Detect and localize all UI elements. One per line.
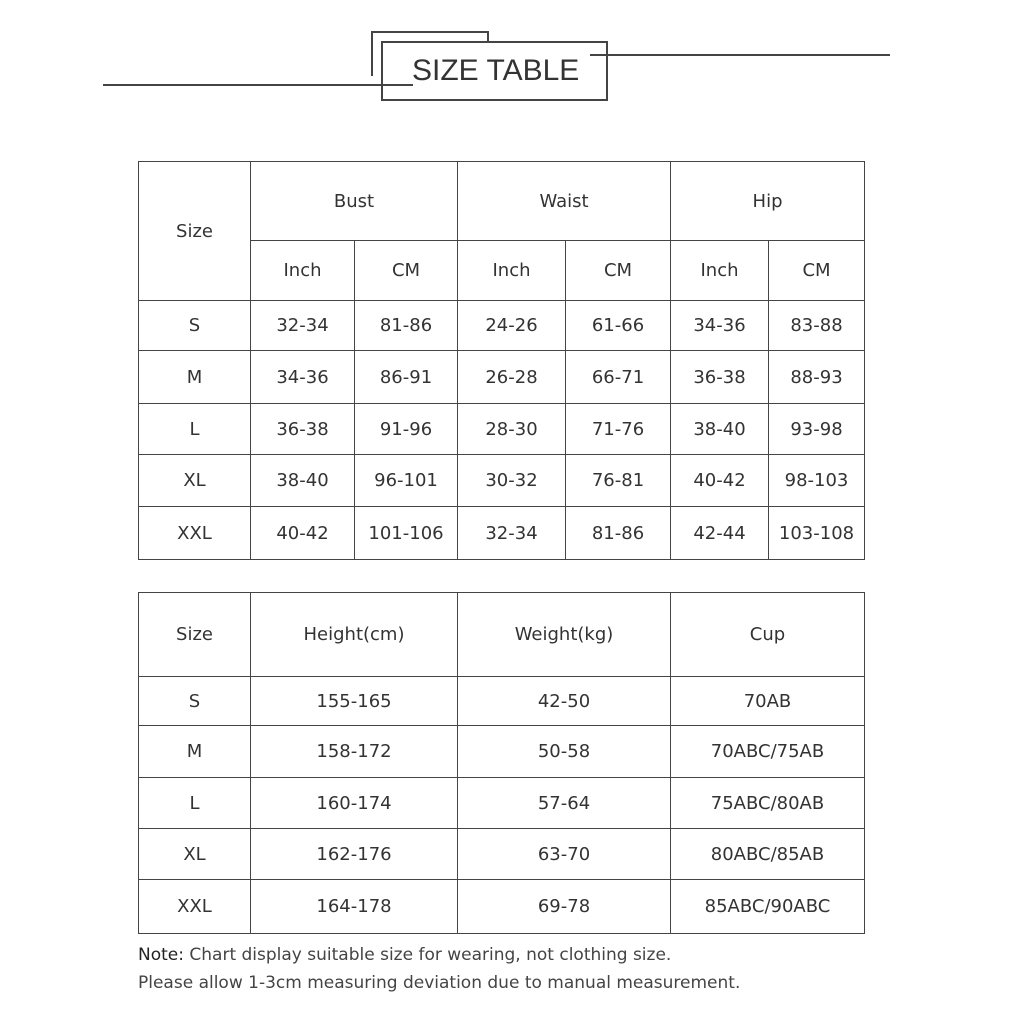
page-title: SIZE TABLE (412, 54, 580, 87)
value-cell: 42-50 (458, 677, 671, 726)
measurement-cell: 81-86 (355, 301, 458, 351)
value-cell: 160-174 (251, 778, 458, 829)
height-weight-cup-table (138, 592, 865, 934)
table-row (139, 880, 865, 934)
measurement-cell: 88-93 (769, 351, 865, 404)
measurement-cell: 93-98 (769, 404, 865, 455)
unit-header: Inch (458, 241, 566, 301)
table-row (139, 726, 865, 778)
size-header: Size (139, 162, 251, 301)
table-row (139, 351, 865, 404)
measurement-cell: 103-108 (769, 507, 865, 560)
measurement-cell: 61-66 (566, 301, 671, 351)
note-label: Note: (138, 945, 184, 965)
body-measurement-table (138, 161, 865, 560)
measurement-cell: 38-40 (671, 404, 769, 455)
unit-header: CM (566, 241, 671, 301)
measurement-cell: 76-81 (566, 455, 671, 507)
measurement-cell: 34-36 (671, 301, 769, 351)
hip-header: Hip (671, 162, 865, 241)
bust-header: Bust (251, 162, 458, 241)
measurement-cell: 26-28 (458, 351, 566, 404)
value-cell: 155-165 (251, 677, 458, 726)
measurement-cell: 96-101 (355, 455, 458, 507)
measurement-cell: 36-38 (251, 404, 355, 455)
measurement-cell: 66-71 (566, 351, 671, 404)
title-rule-left (103, 84, 413, 86)
value-cell: 70AB (671, 677, 865, 726)
note-text-1: Chart display suitable size for wearing, not clothing size. (183, 945, 672, 965)
unit-header: CM (769, 241, 865, 301)
measurement-cell: 91-96 (355, 404, 458, 455)
size-cell: XL (139, 455, 251, 507)
measurement-cell: 101-106 (355, 507, 458, 560)
size-cell: M (139, 351, 251, 404)
value-cell: 63-70 (458, 829, 671, 880)
table-row (139, 507, 865, 560)
size-cell: L (139, 404, 251, 455)
column-header: Height(cm) (251, 593, 458, 677)
value-cell: 69-78 (458, 880, 671, 934)
value-cell: 50-58 (458, 726, 671, 778)
size-cell: XXL (139, 880, 251, 934)
measurement-cell: 32-34 (251, 301, 355, 351)
unit-header: CM (355, 241, 458, 301)
measurement-cell: 40-42 (251, 507, 355, 560)
size-cell: S (139, 677, 251, 726)
value-cell: 158-172 (251, 726, 458, 778)
measurement-cell: 42-44 (671, 507, 769, 560)
title-rule-right (605, 54, 890, 56)
column-header: Size (139, 593, 251, 677)
size-cell: XL (139, 829, 251, 880)
table-row (139, 829, 865, 880)
table-row (139, 778, 865, 829)
size-cell: M (139, 726, 251, 778)
value-cell: 75ABC/80AB (671, 778, 865, 829)
measurement-cell: 40-42 (671, 455, 769, 507)
column-header: Weight(kg) (458, 593, 671, 677)
column-header: Cup (671, 593, 865, 677)
table-row (139, 404, 865, 455)
unit-header: Inch (251, 241, 355, 301)
value-cell: 164-178 (251, 880, 458, 934)
table-row (139, 301, 865, 351)
value-cell: 162-176 (251, 829, 458, 880)
unit-header: Inch (671, 241, 769, 301)
table-row (139, 677, 865, 726)
measurement-cell: 28-30 (458, 404, 566, 455)
measurement-cell: 86-91 (355, 351, 458, 404)
value-cell: 70ABC/75AB (671, 726, 865, 778)
measurement-cell: 34-36 (251, 351, 355, 404)
note-line-1 (138, 945, 671, 965)
size-cell: L (139, 778, 251, 829)
title-rule-right-inner (590, 54, 608, 56)
measurement-cell: 81-86 (566, 507, 671, 560)
waist-header: Waist (458, 162, 671, 241)
table-row (139, 455, 865, 507)
measurement-cell: 30-32 (458, 455, 566, 507)
measurement-cell: 36-38 (671, 351, 769, 404)
measurement-cell: 24-26 (458, 301, 566, 351)
size-cell: S (139, 301, 251, 351)
measurement-cell: 83-88 (769, 301, 865, 351)
title-rule-left-inner (381, 84, 413, 86)
measurement-cell: 71-76 (566, 404, 671, 455)
measurement-cell: 32-34 (458, 507, 566, 560)
value-cell: 85ABC/90ABC (671, 880, 865, 934)
measurement-cell: 38-40 (251, 455, 355, 507)
measurement-cell: 98-103 (769, 455, 865, 507)
value-cell: 57-64 (458, 778, 671, 829)
value-cell: 80ABC/85AB (671, 829, 865, 880)
size-cell: XXL (139, 507, 251, 560)
note-line-2: Please allow 1-3cm measuring deviation due to manual measurement. (138, 973, 741, 993)
